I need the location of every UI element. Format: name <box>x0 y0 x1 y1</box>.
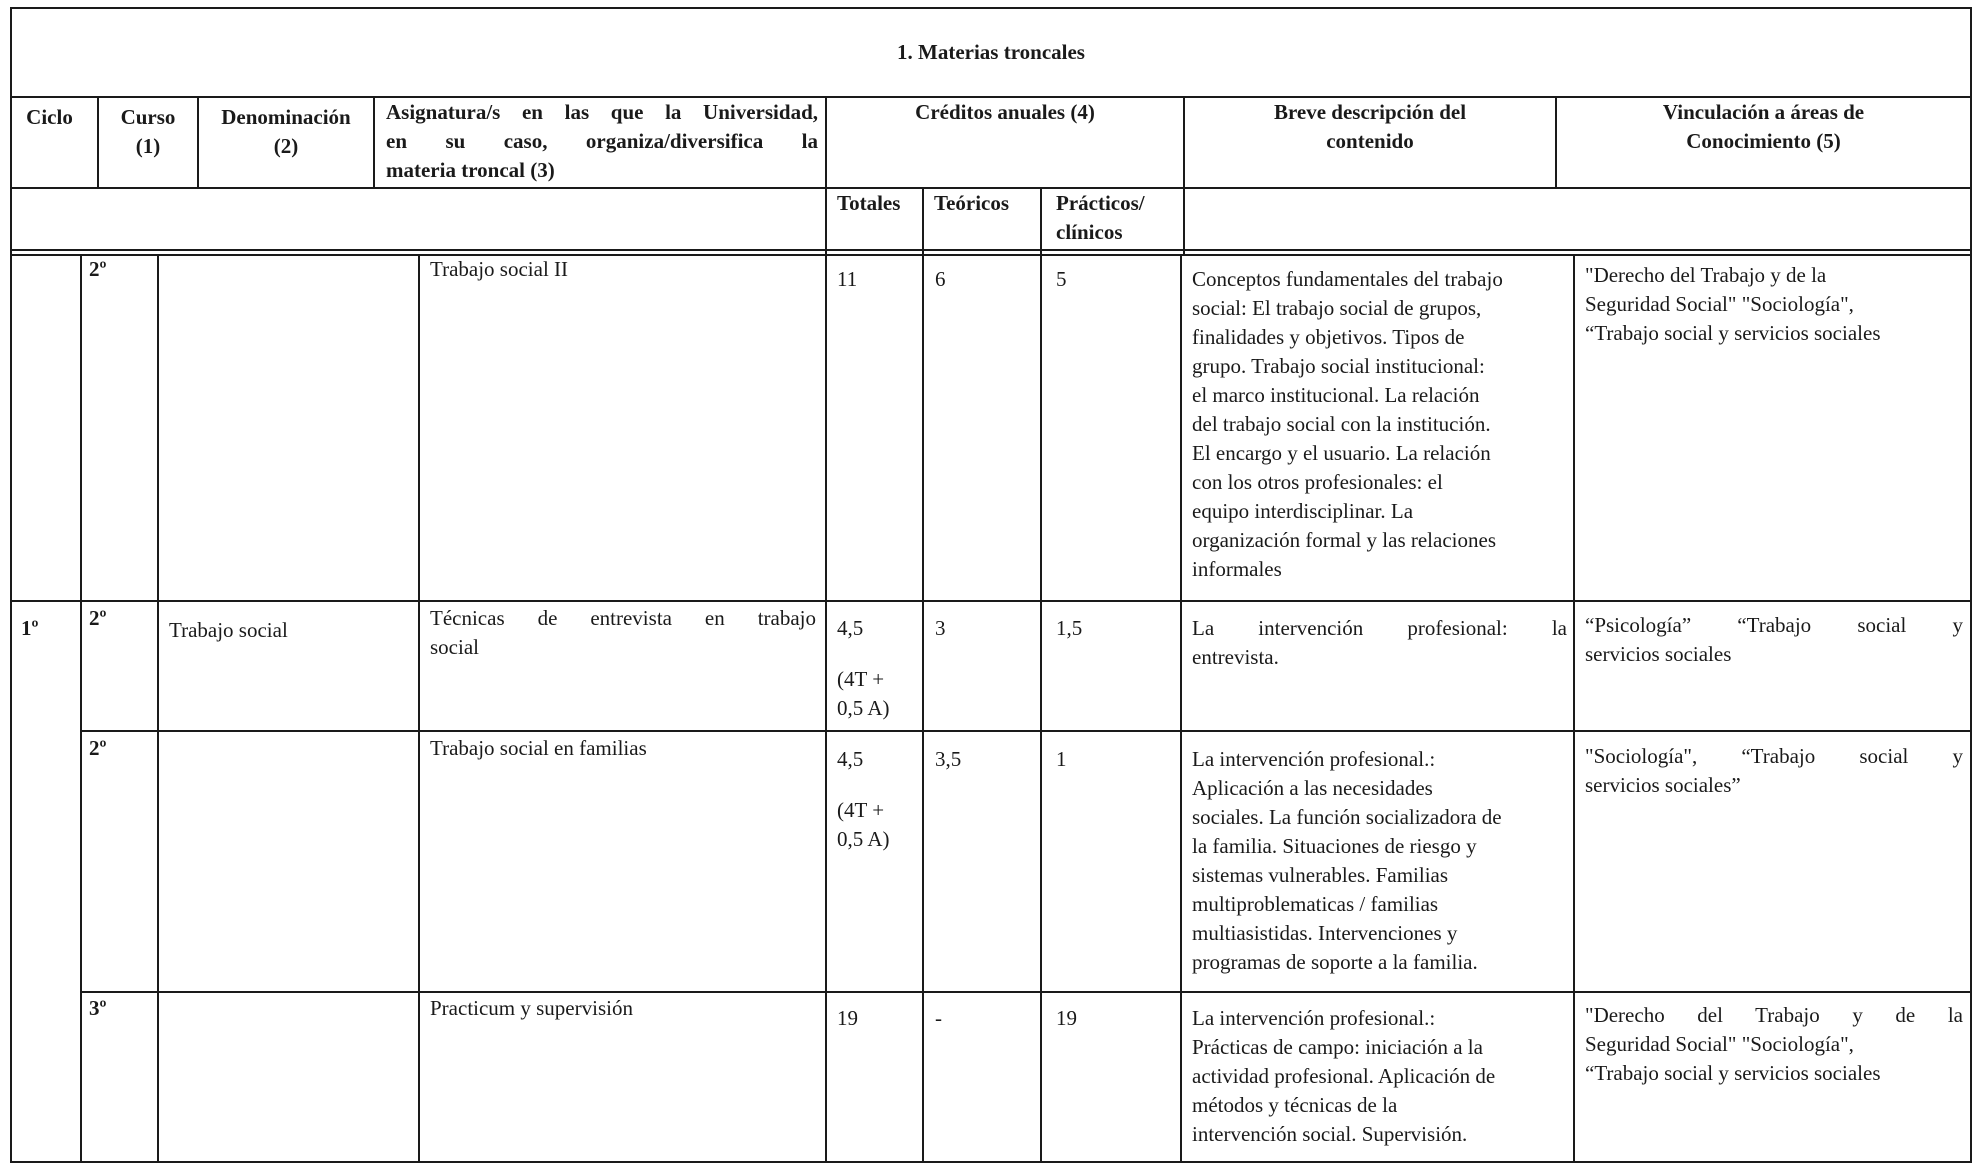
table-border-top <box>10 7 1972 9</box>
row3-totales-note2: 0,5 A) <box>837 827 890 851</box>
row1-totales: 11 <box>837 267 858 291</box>
row3-teoricos: 3,5 <box>935 747 962 771</box>
row4-vinculacion-l3: “Trabajo social y servicios sociales <box>1585 1061 1881 1085</box>
header-bottom-divider-right <box>1183 187 1972 189</box>
subheader-bottom-divider <box>10 249 1972 251</box>
row2-teoricos: 3 <box>935 616 946 640</box>
table-border-right <box>1970 7 1972 1163</box>
header-denominacion-note: (2) <box>273 134 299 158</box>
row3-vinculacion-l2: servicios sociales” <box>1585 773 1741 797</box>
header-denominacion: Denominación <box>221 105 351 129</box>
row1-descripcion-l9: equipo interdisciplinar. La <box>1192 499 1414 523</box>
row2-asignatura-l2: social <box>430 635 479 659</box>
header-clinicos: clínicos <box>1056 220 1123 244</box>
row3-descripcion-l6: multiproblematicas / familias <box>1192 892 1439 916</box>
row1-descripcion-l3: finalidades y objetivos. Tipos de <box>1192 325 1465 349</box>
row1-vinculacion-l3: “Trabajo social y servicios sociales <box>1585 321 1881 345</box>
table-border-left <box>10 7 12 1163</box>
row1-asignatura: Trabajo social II <box>430 257 569 281</box>
row3-totales-note1: (4T + <box>837 798 885 822</box>
row4-descripcion-l4: métodos y técnicas de la <box>1192 1093 1398 1117</box>
row2-denominacion: Trabajo social <box>169 618 288 642</box>
row3-descripcion-l3: sociales. La función socializadora de <box>1192 805 1502 829</box>
body-sep-descripcion <box>1573 254 1575 1163</box>
row1-descripcion-l11: informales <box>1192 557 1282 581</box>
row3-descripcion-l4: la familia. Situaciones de riesgo y <box>1192 834 1477 858</box>
body-sep-curso <box>157 254 159 1163</box>
header-curso-note: (1) <box>135 134 161 158</box>
row3-descripcion-l2: Aplicación a las necesidades <box>1192 776 1433 800</box>
row4-descripcion-l2: Prácticas de campo: iniciación a la <box>1192 1035 1483 1059</box>
row4-teoricos: - <box>935 1006 942 1030</box>
row1-vinculacion-l1: "Derecho del Trabajo y de la <box>1585 263 1827 287</box>
row3-descripcion-l5: sistemas vulnerables. Familias <box>1192 863 1449 887</box>
row2-descripcion-l1: La intervención profesional: la <box>1192 616 1567 640</box>
row1-descripcion-l4: grupo. Trabajo social institucional: <box>1192 354 1485 378</box>
row4-descripcion-l5: intervención social. Supervisión. <box>1192 1122 1468 1146</box>
row1-practicos: 5 <box>1056 267 1067 291</box>
row1-descripcion-l5: el marco institucional. La relación <box>1192 383 1480 407</box>
body-sep-teoricos <box>1040 254 1042 1163</box>
row4-descripcion-l3: actividad profesional. Aplicación de <box>1192 1064 1496 1088</box>
row1-descripcion-l1: Conceptos fundamentales del trabajo <box>1192 267 1503 291</box>
hdr-sep-totales <box>922 187 924 254</box>
row4-asignatura: Practicum y supervisión <box>430 996 633 1020</box>
row2-descripcion-l2: entrevista. <box>1192 645 1279 669</box>
header-ciclo: Ciclo <box>26 105 73 129</box>
block-top-divider <box>10 254 1972 256</box>
header-asignatura-line2: en su caso, organiza/diversifica la <box>386 129 818 153</box>
row1-descripcion-l10: organización formal y las relaciones <box>1192 528 1496 552</box>
header-asignatura-line3: materia troncal (3) <box>386 158 555 182</box>
row1-descripcion-l7: El encargo y el usuario. La relación <box>1192 441 1491 465</box>
row3-descripcion-l1: La intervención profesional.: <box>1192 747 1436 771</box>
body-sep-asignatura <box>825 254 827 1163</box>
row1-descripcion-l6: del trabajo social con la institución. <box>1192 412 1491 436</box>
row1-descripcion-l8: con los otros profesionales: el <box>1192 470 1443 494</box>
header-asignatura-line1: Asignatura/s en las que la Universidad, <box>386 100 818 124</box>
row4-curso: 3º <box>89 996 107 1020</box>
row2-ciclo: 1º <box>21 616 39 640</box>
row3-bottom-divider <box>80 991 1972 993</box>
table-title: 1. Materias troncales <box>897 40 1085 64</box>
header-descripcion: Breve descripción del <box>1273 100 1467 124</box>
row4-vinculacion-l1: "Derecho del Trabajo y de la <box>1585 1003 1963 1027</box>
body-sep-ciclo <box>80 254 82 1163</box>
hdr-sep-denominacion <box>373 96 375 189</box>
header-curso: Curso <box>120 105 176 129</box>
row3-curso: 2º <box>89 736 107 760</box>
row1-curso: 2º <box>89 257 107 281</box>
row2-asignatura-l1: Técnicas de entrevista en trabajo <box>430 606 816 630</box>
row4-practicos: 19 <box>1056 1006 1077 1030</box>
header-practicos: Prácticos/ <box>1056 191 1145 215</box>
header-teoricos: Teóricos <box>934 191 1010 215</box>
row3-practicos: 1 <box>1056 747 1067 771</box>
row2-vinculacion-l1: “Psicología” “Trabajo social y <box>1585 613 1963 637</box>
row4-totales: 19 <box>837 1006 858 1030</box>
header-totales: Totales <box>837 191 901 215</box>
row2-curso: 2º <box>89 606 107 630</box>
row2-bottom-divider <box>80 730 1972 732</box>
row4-descripcion-l1: La intervención profesional.: <box>1192 1006 1436 1030</box>
row1-descripcion-l2: social: El trabajo social de grupos, <box>1192 296 1482 320</box>
row3-descripcion-l8: programas de soporte a la familia. <box>1192 950 1478 974</box>
header-bottom-divider-left <box>10 187 825 189</box>
row1-bottom-divider <box>10 600 1972 602</box>
row2-vinculacion-l2: servicios sociales <box>1585 642 1732 666</box>
hdr-sep-teoricos <box>1040 187 1042 254</box>
row2-totales-note1: (4T + <box>837 667 885 691</box>
row2-totales-note2: 0,5 A) <box>837 696 890 720</box>
row2-totales: 4,5 <box>837 616 864 640</box>
body-sep-practicos <box>1180 254 1182 1163</box>
header-creditos: Créditos anuales (4) <box>915 100 1095 124</box>
header-vinculacion-line2: Conocimiento (5) <box>1686 129 1841 153</box>
row1-teoricos: 6 <box>935 267 946 291</box>
row3-vinculacion-l1: "Sociología", “Trabajo social y <box>1585 744 1963 768</box>
row3-asignatura: Trabajo social en familias <box>430 736 647 760</box>
body-sep-totales <box>922 254 924 1163</box>
body-sep-denominacion <box>418 254 420 1163</box>
table-border-bottom <box>10 1161 1972 1163</box>
row3-descripcion-l7: multiasistidas. Intervenciones y <box>1192 921 1458 945</box>
row1-vinculacion-l2: Seguridad Social" "Sociología", <box>1585 292 1854 316</box>
header-vinculacion: Vinculación a áreas de <box>1662 100 1865 124</box>
header-descripcion-line2: contenido <box>1326 129 1414 153</box>
row3-totales: 4,5 <box>837 747 864 771</box>
row2-practicos: 1,5 <box>1056 616 1083 640</box>
row4-vinculacion-l2: Seguridad Social" "Sociología", <box>1585 1032 1854 1056</box>
